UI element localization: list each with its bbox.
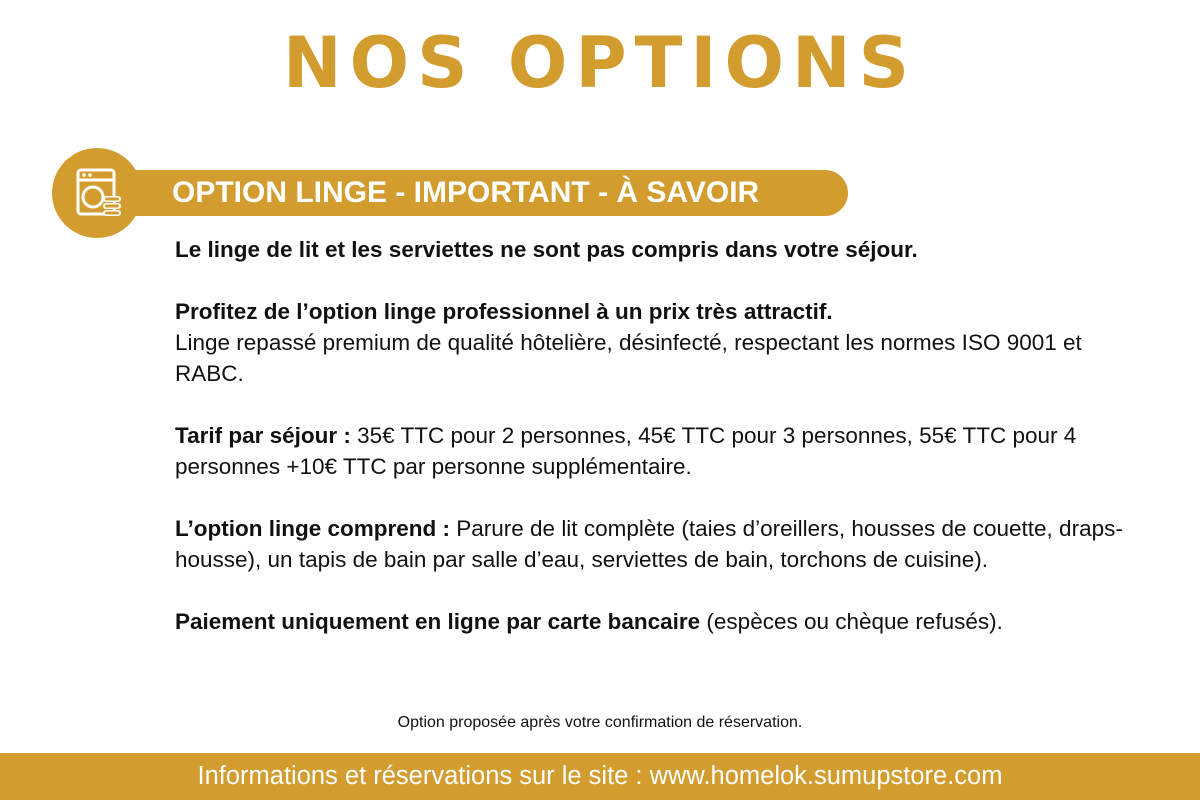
intro-text: Le linge de lit et les serviettes ne sont pas compris dans votre séjour. xyxy=(175,237,918,262)
includes-text: Parure de lit complète (taies d’oreillers, housses de couette, draps-housse), un tapis de bain par salle d’eau, serviettes de bain, torchons de cuisine). xyxy=(175,516,1123,572)
offer-heading: Profitez de l’option linge professionnel à un prix très attractif. xyxy=(175,299,833,324)
pricing-text: 35€ TTC pour 2 personnes, 45€ TTC pour 3 personnes, 55€ TTC pour 4 personnes +10€ TTC par personne supplémentaire. xyxy=(175,423,1077,479)
page-title: NOS OPTIONS xyxy=(283,22,917,104)
paragraph-pricing xyxy=(175,420,1135,482)
paragraph-intro xyxy=(175,234,1135,265)
washing-machine-icon xyxy=(52,148,142,238)
section-banner xyxy=(120,170,848,216)
includes-label: L’option linge comprend : xyxy=(175,516,450,541)
payment-label: Paiement uniquement en ligne par carte bancaire xyxy=(175,609,701,634)
paragraph-includes xyxy=(175,513,1135,575)
footer-banner xyxy=(0,753,1200,800)
payment-text: (espèces ou chèque refusés). xyxy=(700,609,1003,634)
paragraph-payment xyxy=(175,606,1135,637)
paragraph-offer xyxy=(175,296,1135,389)
offer-text: Linge repassé premium de qualité hôtelière, désinfecté, respectant les normes ISO 9001 et RABC. xyxy=(175,330,1082,386)
pricing-label: Tarif par séjour : xyxy=(175,423,351,448)
section-title: OPTION LINGE - IMPORTANT - À SAVOIR xyxy=(172,176,760,209)
footnote: Option proposée après votre confirmation de réservation. xyxy=(397,714,803,731)
option-description xyxy=(175,234,1135,668)
footer-text: Informations et réservations sur le site : www.homelok.sumupstore.com xyxy=(197,762,1003,790)
